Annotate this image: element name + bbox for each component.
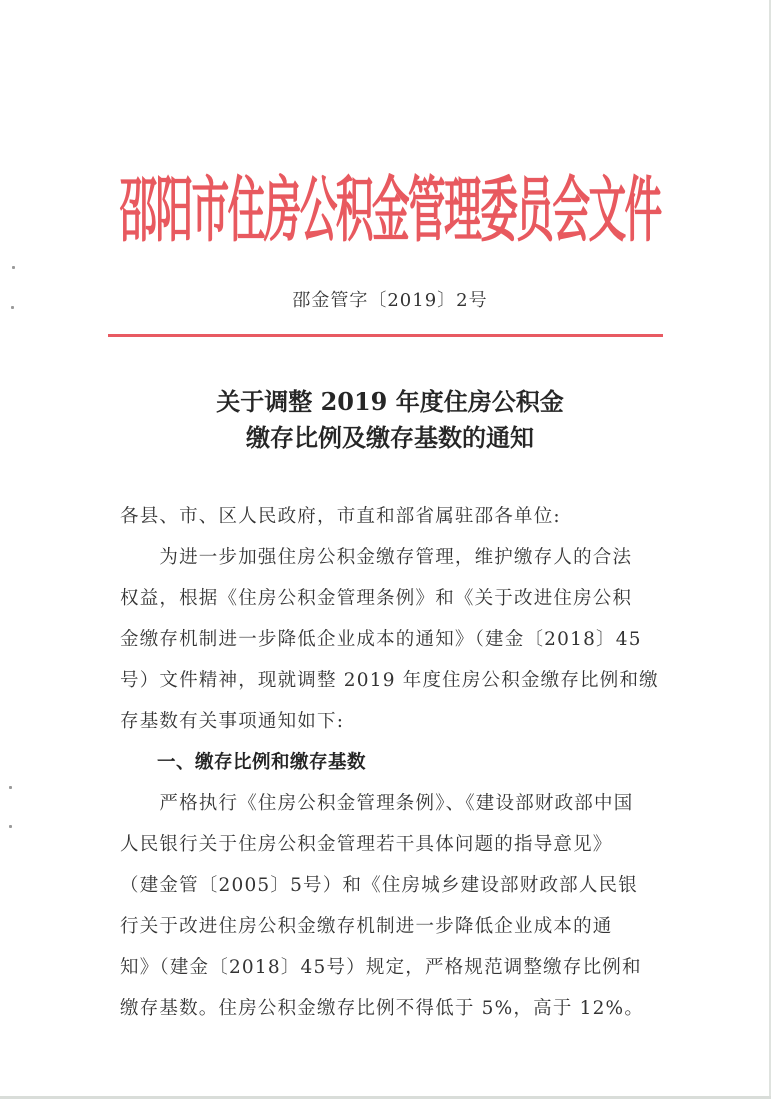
scan-dot — [9, 825, 12, 828]
scan-dot — [9, 786, 12, 789]
body-line: （建金管〔2005〕5号）和《住房城乡建设部财政部人民银 — [120, 875, 638, 896]
body-line: 知》（建金〔2018〕45号）规定，严格规范调整缴存比例和 — [120, 957, 642, 978]
masthead — [100, 160, 680, 250]
body-line: 为进一步加强住房公积金缴存管理，维护缴存人的合法 — [120, 547, 633, 568]
masthead-title: 邵阳市住房公积金管理委员会文件 — [119, 167, 661, 252]
document-number: 邵金管字〔2019〕2号 — [292, 290, 488, 311]
body-line: 金缴存机制进一步降低企业成本的通知》（建金〔2018〕45 — [120, 629, 642, 650]
document-title — [100, 384, 680, 456]
page-edge-right — [769, 0, 771, 1099]
title-line-2: 缴存比例及缴存基数的通知 — [246, 423, 534, 452]
body-line: 行关于改进住房公积金缴存机制进一步降低企业成本的通 — [120, 916, 613, 937]
body-line: 严格执行《住房公积金管理条例》、《建设部财政部中国 — [120, 793, 634, 814]
body-line: 权益，根据《住房公积金管理条例》和《关于改进住房公积 — [120, 588, 633, 609]
addressee: 各县、市、区人民政府，市直和部省属驻邵各单位: — [120, 506, 561, 527]
section-heading: 一、缴存比例和缴存基数 — [157, 752, 367, 773]
red-divider — [108, 334, 663, 337]
page-edge-bottom — [0, 1096, 771, 1099]
scan-dot — [12, 266, 15, 269]
body-line: 存基数有关事项通知如下: — [120, 711, 345, 732]
scan-dot — [11, 306, 14, 309]
title-line-1: 关于调整 2019 年度住房公积金 — [216, 387, 564, 416]
body-line: 号）文件精神，现就调整 2019 年度住房公积金缴存比例和缴 — [120, 670, 659, 691]
body-line: 人民银行关于住房公积金管理若干具体问题的指导意见》 — [120, 834, 613, 855]
body-line: 缴存基数。住房公积金缴存比例不得低于 5%，高于 12%。 — [120, 998, 645, 1019]
